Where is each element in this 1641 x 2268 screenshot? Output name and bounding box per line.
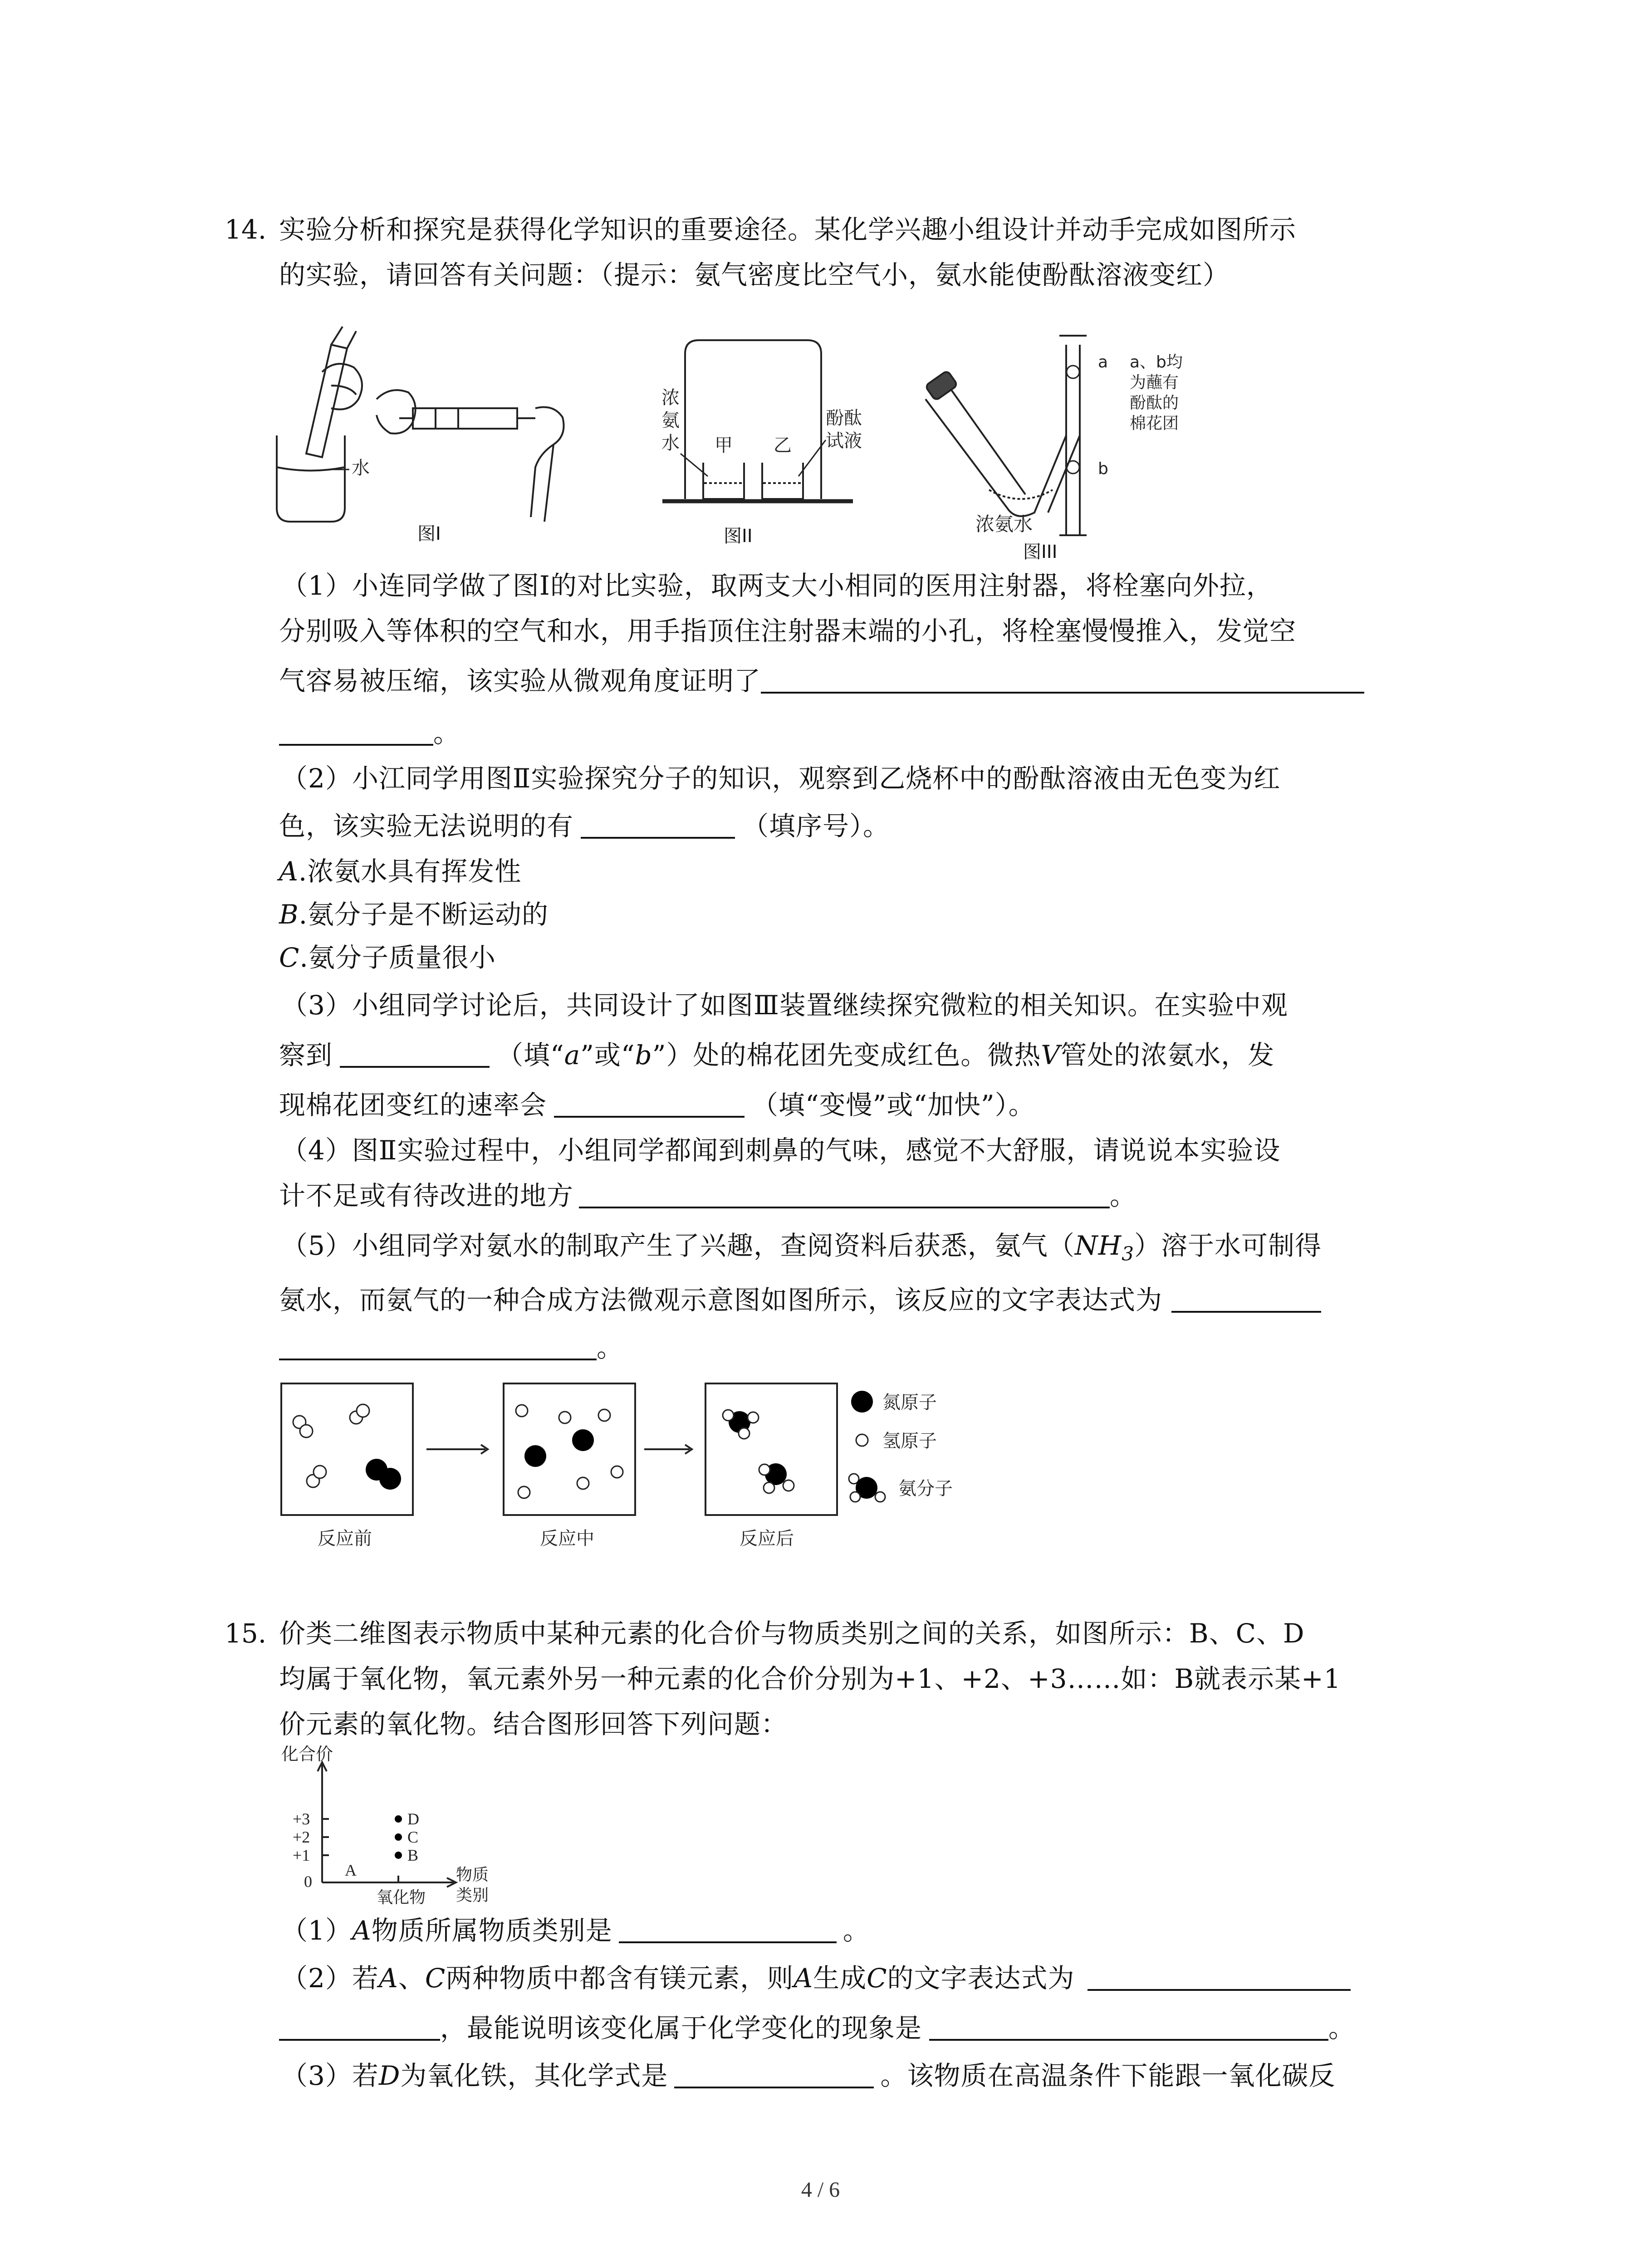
q15-stem-line2: 均属于氧化物，氧元素外另一种元素的化合价分别为+1、+2、+3……如：B就表示某+1 [279,1663,1341,1694]
legend-hydrogen-label: 氢原子 [882,1431,937,1452]
q14-part5-line3: 。 [279,1331,623,1364]
figure-3-v-tube [916,318,1225,553]
q15-part2-line1: （2）若A、C两种物质中都含有镁元素，则A生成C的文字表达式为 [281,1962,1351,1994]
figure-1-syringes [263,318,590,553]
fig3-note-2: 为蘸有 [1130,373,1179,392]
q15-part1-answer-blank[interactable] [619,1914,837,1943]
q15-part2-answer-blank-1-cont[interactable] [279,2012,440,2041]
q14-option-b: B.氨分子是不断运动的 [279,899,549,930]
fig2-right-label-2: 试液 [826,430,862,451]
fig2-left-label-1: 浓 [661,387,680,408]
fig3-caption: 图III [1023,542,1058,562]
q14-part4-answer-blank[interactable] [579,1179,1110,1208]
q15-part3: （3）若D为氧化铁，其化学式是 。该物质在高温条件下能跟一氧化碳反 [281,2060,1336,2091]
x-category-oxide: 氧化物 [377,1888,426,1907]
label-C: C [407,1828,419,1846]
q14-option-a: A.浓氨水具有挥发性 [279,856,522,887]
q15-part3-answer-blank[interactable] [674,2059,874,2088]
fig2-jia-label: 甲 [715,435,733,456]
q14-part1-line4: 。 [279,717,460,749]
fig2-yi-label: 乙 [774,435,792,456]
fig3-label-a: a [1098,353,1108,371]
fig2-left-label-3: 水 [661,433,680,454]
fig3-label-b: b [1098,459,1108,478]
q14-part2-answer-blank[interactable] [581,810,735,839]
q14-option-c: C.氨分子质量很小 [279,942,496,973]
q14-part5-line2: 氨水，而氨气的一种合成方法微观示意图如图所示，该反应的文字表达式为 [279,1284,1321,1316]
q14-part1-line2: 分别吸入等体积的空气和水，用手指顶住注射器末端的小孔，将栓塞慢慢推入，发觉空 [279,616,1297,646]
cotton-ball-a [1067,366,1079,378]
caption-before: 反应前 [318,1528,372,1549]
fig2-right-label-1: 酚酞 [826,408,862,429]
q14-part3-line1: （3）小组同学讨论后，共同设计了如图Ⅲ装置继续探究微粒的相关知识。在实验中观 [281,990,1288,1021]
q14-part5-answer-blank-cont[interactable] [279,1331,597,1360]
legend-nitrogen-label: 氮原子 [882,1392,937,1413]
point-C [395,1833,402,1841]
q14-part5-line1: （5）小组同学对氨水的制取产生了兴趣，查阅资料后获悉，氨气$(NH_3)$溶于水可制得 [281,1230,1322,1265]
fig3-note-4: 棉花团 [1130,414,1179,433]
question-14-number: 14. [225,214,267,245]
tick-plus2: +2 [293,1828,310,1846]
legend-nitrogen-atom [851,1391,873,1413]
q14-part4-line1: （4）图Ⅱ实验过程中，小组同学都闻到刺鼻的气味，感觉不大舒服，请说说本实验设 [281,1135,1281,1166]
q14-part3-answer-blank-1[interactable] [340,1039,490,1068]
fig3-bottom-label: 浓氨水 [975,513,1033,535]
q15-stem-line3: 价元素的氧化物。结合图形回答下列问题： [279,1709,788,1740]
q15-stem-line1: 价类二维图表示物质中某种元素的化合价与物质类别之间的关系，如图所示：B、C、D [279,1618,1305,1649]
q14-part1-line1: （1）小连同学做了图Ⅰ的对比实验，取两支大小相同的医用注射器，将栓塞向外拉， [281,570,1273,601]
graph-y-label: 化合价 [281,1744,333,1764]
fig3-note-3: 酚酞的 [1130,394,1179,412]
q14-part2-line1: （2）小江同学用图Ⅱ实验探究分子的知识，观察到乙烧杯中的酚酞溶液由无色变为红 [281,763,1281,794]
q14-part1-answer-blank[interactable] [761,665,1364,694]
q14-part1-answer-blank-cont[interactable] [279,717,433,746]
figure-2-beakers [653,327,862,517]
reaction-microscopic-diagram [281,1383,1007,1565]
point-D [395,1815,402,1823]
point-B [395,1852,402,1859]
fig3-note-1: a、b均 [1130,353,1183,371]
label-D: D [407,1810,419,1828]
box-after [705,1383,837,1515]
fig2-left-label-2: 氨 [661,410,680,431]
legend-ammonia-label: 氨分子 [898,1478,953,1499]
beaker-yi [762,463,803,499]
tick-plus1: +1 [293,1846,310,1864]
label-B: B [407,1846,419,1864]
fig1-water-label: 水 [352,458,370,479]
x-label-2: 类别 [456,1886,489,1905]
q14-part3-answer-blank-2[interactable] [554,1089,745,1118]
q15-part1: （1）A物质所属物质类别是 。 [281,1915,870,1946]
q15-part2-answer-blank-1[interactable] [1087,1962,1351,1991]
q15-part2-answer-blank-2[interactable] [929,2012,1328,2041]
legend-hydrogen-atom [856,1434,868,1446]
label-A: A [345,1861,357,1879]
box-before [281,1383,413,1515]
fig2-caption: 图II [724,526,753,547]
beaker [277,435,345,522]
question-15-number: 15. [225,1618,267,1649]
fig1-caption: 图I [417,523,441,544]
q14-part2-line2: 色，该实验无法说明的有 （填序号）。 [279,811,890,841]
x-label-1: 物质 [456,1866,489,1884]
page-number: 4 / 6 [801,2178,840,2202]
beaker-jia [703,463,744,499]
valence-category-graph [272,1744,554,1907]
tick-zero: 0 [304,1872,312,1891]
caption-after: 反应后 [740,1528,794,1549]
q14-part3-line3: 现棉花团变红的速率会 （填“变慢”或“加快”）。 [279,1090,1035,1120]
q14-part5-answer-blank[interactable] [1171,1284,1321,1313]
cotton-ball-b [1067,461,1079,474]
q14-part4-line2: 计不足或有待改进的地方 。 [279,1180,1137,1211]
q14-stem-line2: 的实验，请回答有关问题：（提示：氨气密度比空气小，氨水能使酚酞溶液变红） [279,259,1230,290]
q14-part3-line2: 察到 （填“a”或“b”）处的棉花团先变成红色。微热V管处的浓氨水，发 [279,1040,1275,1070]
q15-part2-line2: ，最能说明该变化属于化学变化的现象是 。 [279,2012,1355,2044]
q14-part1-line3: 气容易被压缩，该实验从微观角度证明了 [279,665,1364,697]
caption-during: 反应中 [540,1528,594,1549]
tick-plus3: +3 [293,1810,310,1828]
q14-stem-line1: 实验分析和探究是获得化学知识的重要途径。某化学兴趣小组设计并动手完成如图所示 [279,214,1297,245]
